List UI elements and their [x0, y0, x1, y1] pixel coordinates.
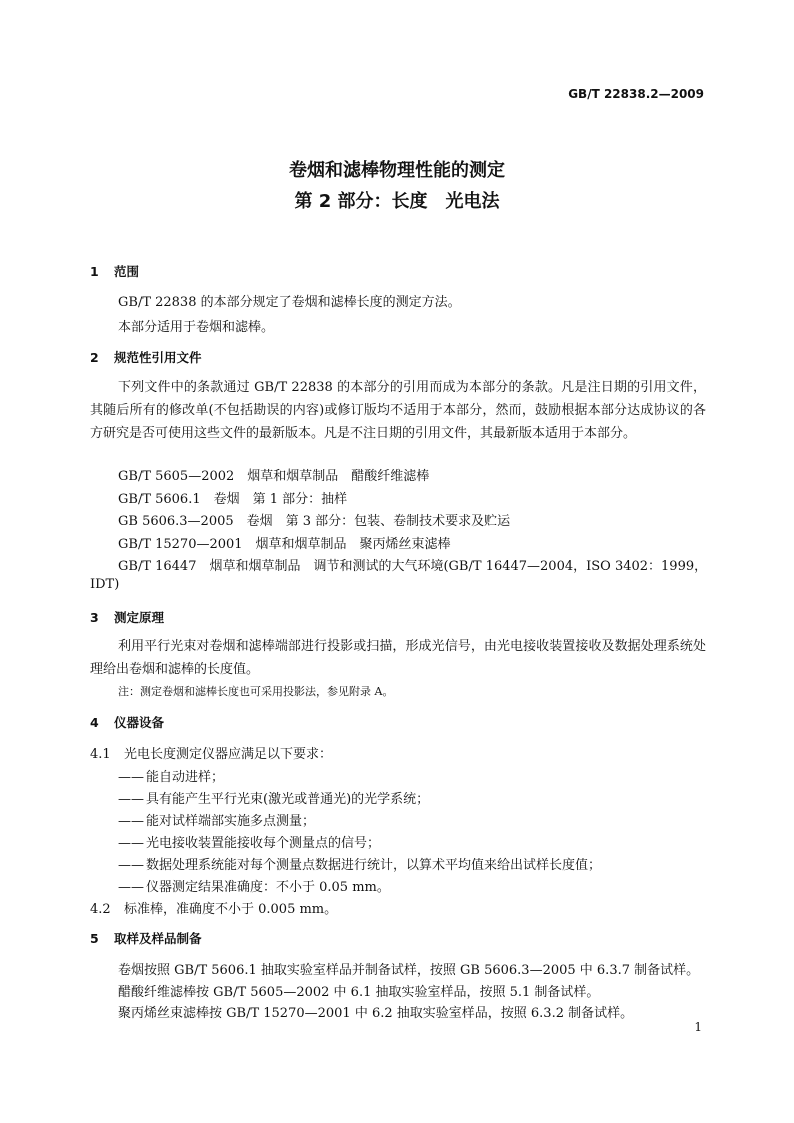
reference-item: GB/T 16447 烟草和烟草制品 调节和测试的大气环境(GB/T 16447—2004，ISO 3402：1999， — [118, 559, 708, 574]
principle-paragraph: 利用平行光束对卷烟和滤棒端部进行投影或扫描，形成光信号，由光电接收装置接收及数据处理系统处理给出卷烟和滤棒的长度值。 — [90, 639, 706, 677]
reference-item-continued: IDT) — [90, 577, 120, 592]
dash-marker: —— — [118, 858, 144, 873]
sampling-line: 卷烟按照 GB/T 5606.1 抽取实验室样品并制备试样，按照 GB 5606.3—2005 中 6.3.7 制备试样。 — [118, 963, 700, 978]
requirement-text: 能对试样端部实施多点测量； — [146, 814, 316, 829]
scope-paragraph: 本部分适用于卷烟和滤棒。 — [118, 320, 275, 335]
requirement-text: 具有能产生平行光束(激光或普通光)的光学系统； — [146, 792, 430, 807]
section-title: 仪器设备 — [114, 715, 165, 730]
requirement-item — [118, 788, 429, 807]
section-number: 3 — [90, 610, 99, 625]
clause-4-2 — [90, 898, 337, 917]
reference-item: GB/T 15270—2001 烟草和烟草制品 聚丙烯丝束滤棒 — [118, 537, 451, 552]
reference-item: GB/T 5606.1 卷烟 第 1 部分：抽样 — [118, 492, 348, 507]
clause-number: 4.1 — [90, 747, 111, 762]
principle-note: 注：测定卷烟和滤棒长度也可采用投影法，参见附录 A。 — [118, 685, 394, 698]
document-title: 卷烟和滤棒物理性能的测定 — [289, 160, 505, 181]
dash-marker: —— — [118, 792, 144, 807]
page-number: 1 — [694, 1020, 702, 1034]
clause-text: 光电长度测定仪器应满足以下要求： — [124, 747, 333, 762]
standard-number: GB/T 22838.2—2009 — [568, 87, 704, 101]
requirement-text: 数据处理系统能对每个测量点数据进行统计，以算术平均值来给出试样长度值； — [146, 858, 602, 873]
section-number: 4 — [90, 715, 99, 730]
section-number: 2 — [90, 350, 99, 365]
requirement-text: 光电接收装置能接收每个测量点的信号； — [146, 836, 381, 851]
dash-marker: —— — [118, 880, 144, 895]
dash-marker: —— — [118, 770, 144, 785]
requirement-item — [118, 876, 390, 895]
section-title: 规范性引用文件 — [114, 350, 202, 365]
section-title: 范围 — [114, 264, 140, 279]
dash-marker: —— — [118, 814, 144, 829]
clause-4-1 — [90, 743, 332, 762]
requirement-item — [118, 766, 224, 785]
section-title: 测定原理 — [114, 610, 165, 625]
section-5-heading — [90, 929, 202, 947]
requirement-text: 仪器测定结果准确度：不小于 0.05 mm。 — [146, 880, 390, 895]
section-number: 1 — [90, 264, 99, 279]
section-title: 取样及样品制备 — [114, 931, 202, 946]
sampling-line: 聚丙烯丝束滤棒按 GB/T 15270—2001 中 6.2 抽取实验室样品，按照 6.3.2 制备试样。 — [118, 1006, 634, 1021]
sampling-line: 醋酸纤维滤棒按 GB/T 5605—2002 中 6.1 抽取实验室样品，按照 5.1 制备试样。 — [118, 985, 600, 1000]
clause-number: 4.2 — [90, 902, 111, 917]
section-1-heading — [90, 262, 139, 280]
requirement-item — [118, 854, 601, 873]
requirement-text: 能自动进样； — [146, 770, 225, 785]
document-subtitle: 第 2 部分：长度 光电法 — [294, 191, 500, 212]
section-number: 5 — [90, 931, 99, 946]
section-4-heading — [90, 713, 164, 731]
requirement-item — [118, 810, 315, 829]
references-intro: 下列文件中的条款通过 GB/T 22838 的本部分的引用而成为本部分的条款。凡是注日期的引用文件，其随后所有的修改单(不包括勘误的内容)或修订版均不适用于本部分，然而，鼓励根据本部分达成协议的各方研究是否可使用这些文件的最新版本。凡是不注日期的引用文件，其最新版本适用于本部分。 — [90, 380, 706, 441]
section-3-heading — [90, 608, 164, 626]
reference-item: GB/T 5605—2002 烟草和烟草制品 醋酸纤维滤棒 — [118, 469, 430, 484]
reference-item: GB 5606.3—2005 卷烟 第 3 部分：包装、卷制技术要求及贮运 — [118, 514, 511, 529]
section-2-heading — [90, 348, 202, 366]
clause-text: 标准棒，准确度不小于 0.005 mm。 — [124, 902, 338, 917]
requirement-item — [118, 832, 380, 851]
scope-paragraph: GB/T 22838 的本部分规定了卷烟和滤棒长度的测定方法。 — [118, 295, 461, 310]
dash-marker: —— — [118, 836, 144, 851]
